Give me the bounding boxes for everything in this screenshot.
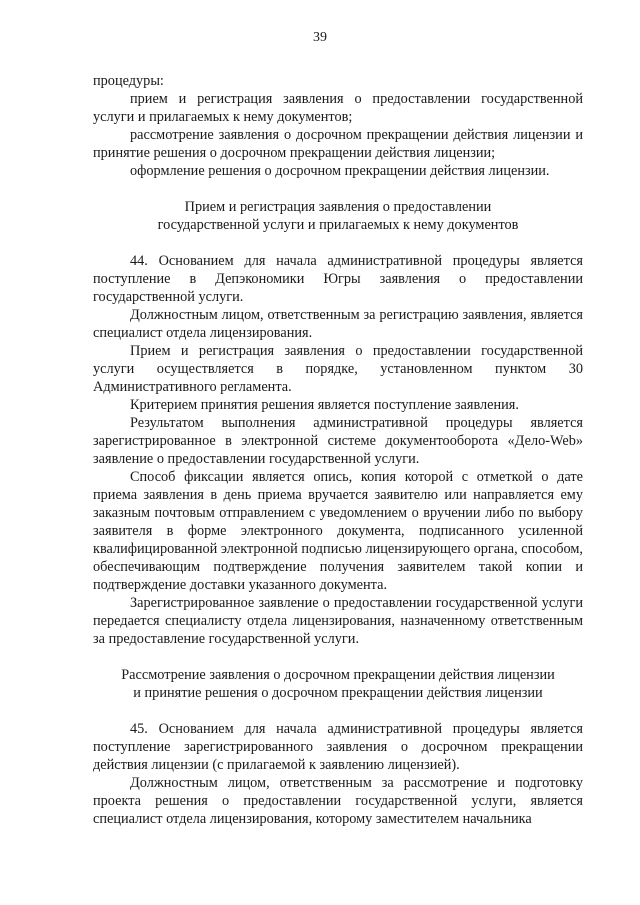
procedure-item: оформление решения о досрочном прекращении действия лицензии. [130, 163, 550, 179]
paragraph: Зарегистрированное заявление о предоставлении государственной услуги передается специалисту отдела лицензирования, назначенному ответственным за предоставление государственной услуги. [93, 595, 583, 647]
paragraph: Результатом выполнения административной процедуры является зарегистрированное в электронной системе документооборота «Дело-Web» заявление о предоставлении государственной услуги. [93, 415, 583, 467]
intro-lead: процедуры: [93, 73, 164, 89]
procedure-item: рассмотрение заявления о досрочном прекращении действия лицензии и принятие решения о досрочном прекращении действия лицензии; [93, 127, 583, 161]
paragraph: Должностным лицом, ответственным за рассмотрение и подготовку проекта решения о предоставлении государственной услуги, является специалист отдела лицензирования, которому заместителем начальника [93, 775, 583, 827]
heading-line: государственной услуги и прилагаемых к нему документов [157, 217, 519, 233]
paragraph: Должностным лицом, ответственным за регистрацию заявления, является специалист отдела лицензирования. [93, 307, 583, 341]
heading-line: Рассмотрение заявления о досрочном прекращении действия лицензии [121, 667, 555, 683]
document-body [93, 72, 583, 828]
paragraph: 44. Основанием для начала административной процедуры является поступление в Депэкономики Югры заявления о предоставлении государственной услуги. [93, 253, 583, 305]
procedure-item: прием и регистрация заявления о предоставлении государственной услуги и прилагаемых к нему документов; [93, 91, 583, 125]
page-number: 39 [313, 30, 327, 45]
paragraph: Критерием принятия решения является поступление заявления. [130, 397, 519, 413]
paragraph: Способ фиксации является опись, копия которой с отметкой о дате приема заявления в день приема вручается заявителю или направляется ему заказным почтовым отправлением с уведомлением о вручении либо по выбору заявителя в форме электронного документа, подписанного усиленной квалифицированной электронной подписью лицензирующего органа, способом, обеспечивающим подтверждение получения заявителем такой копии и подтверждение доставки указанного документа. [93, 469, 583, 593]
paragraph: Прием и регистрация заявления о предоставлении государственной услуги осуществляется в порядке, установленном пунктом 30 Административного регламента. [93, 343, 583, 395]
section-heading-reception [93, 198, 583, 234]
heading-line: Прием и регистрация заявления о предоставлении [184, 199, 492, 215]
paragraph: 45. Основанием для начала административной процедуры является поступление зарегистрированного заявления о досрочном прекращении действия лицензии (с прилагаемой к заявлению лицензией). [93, 721, 583, 773]
heading-line: и принятие решения о досрочном прекращении действия лицензии [133, 685, 543, 701]
section-heading-review [93, 666, 583, 702]
